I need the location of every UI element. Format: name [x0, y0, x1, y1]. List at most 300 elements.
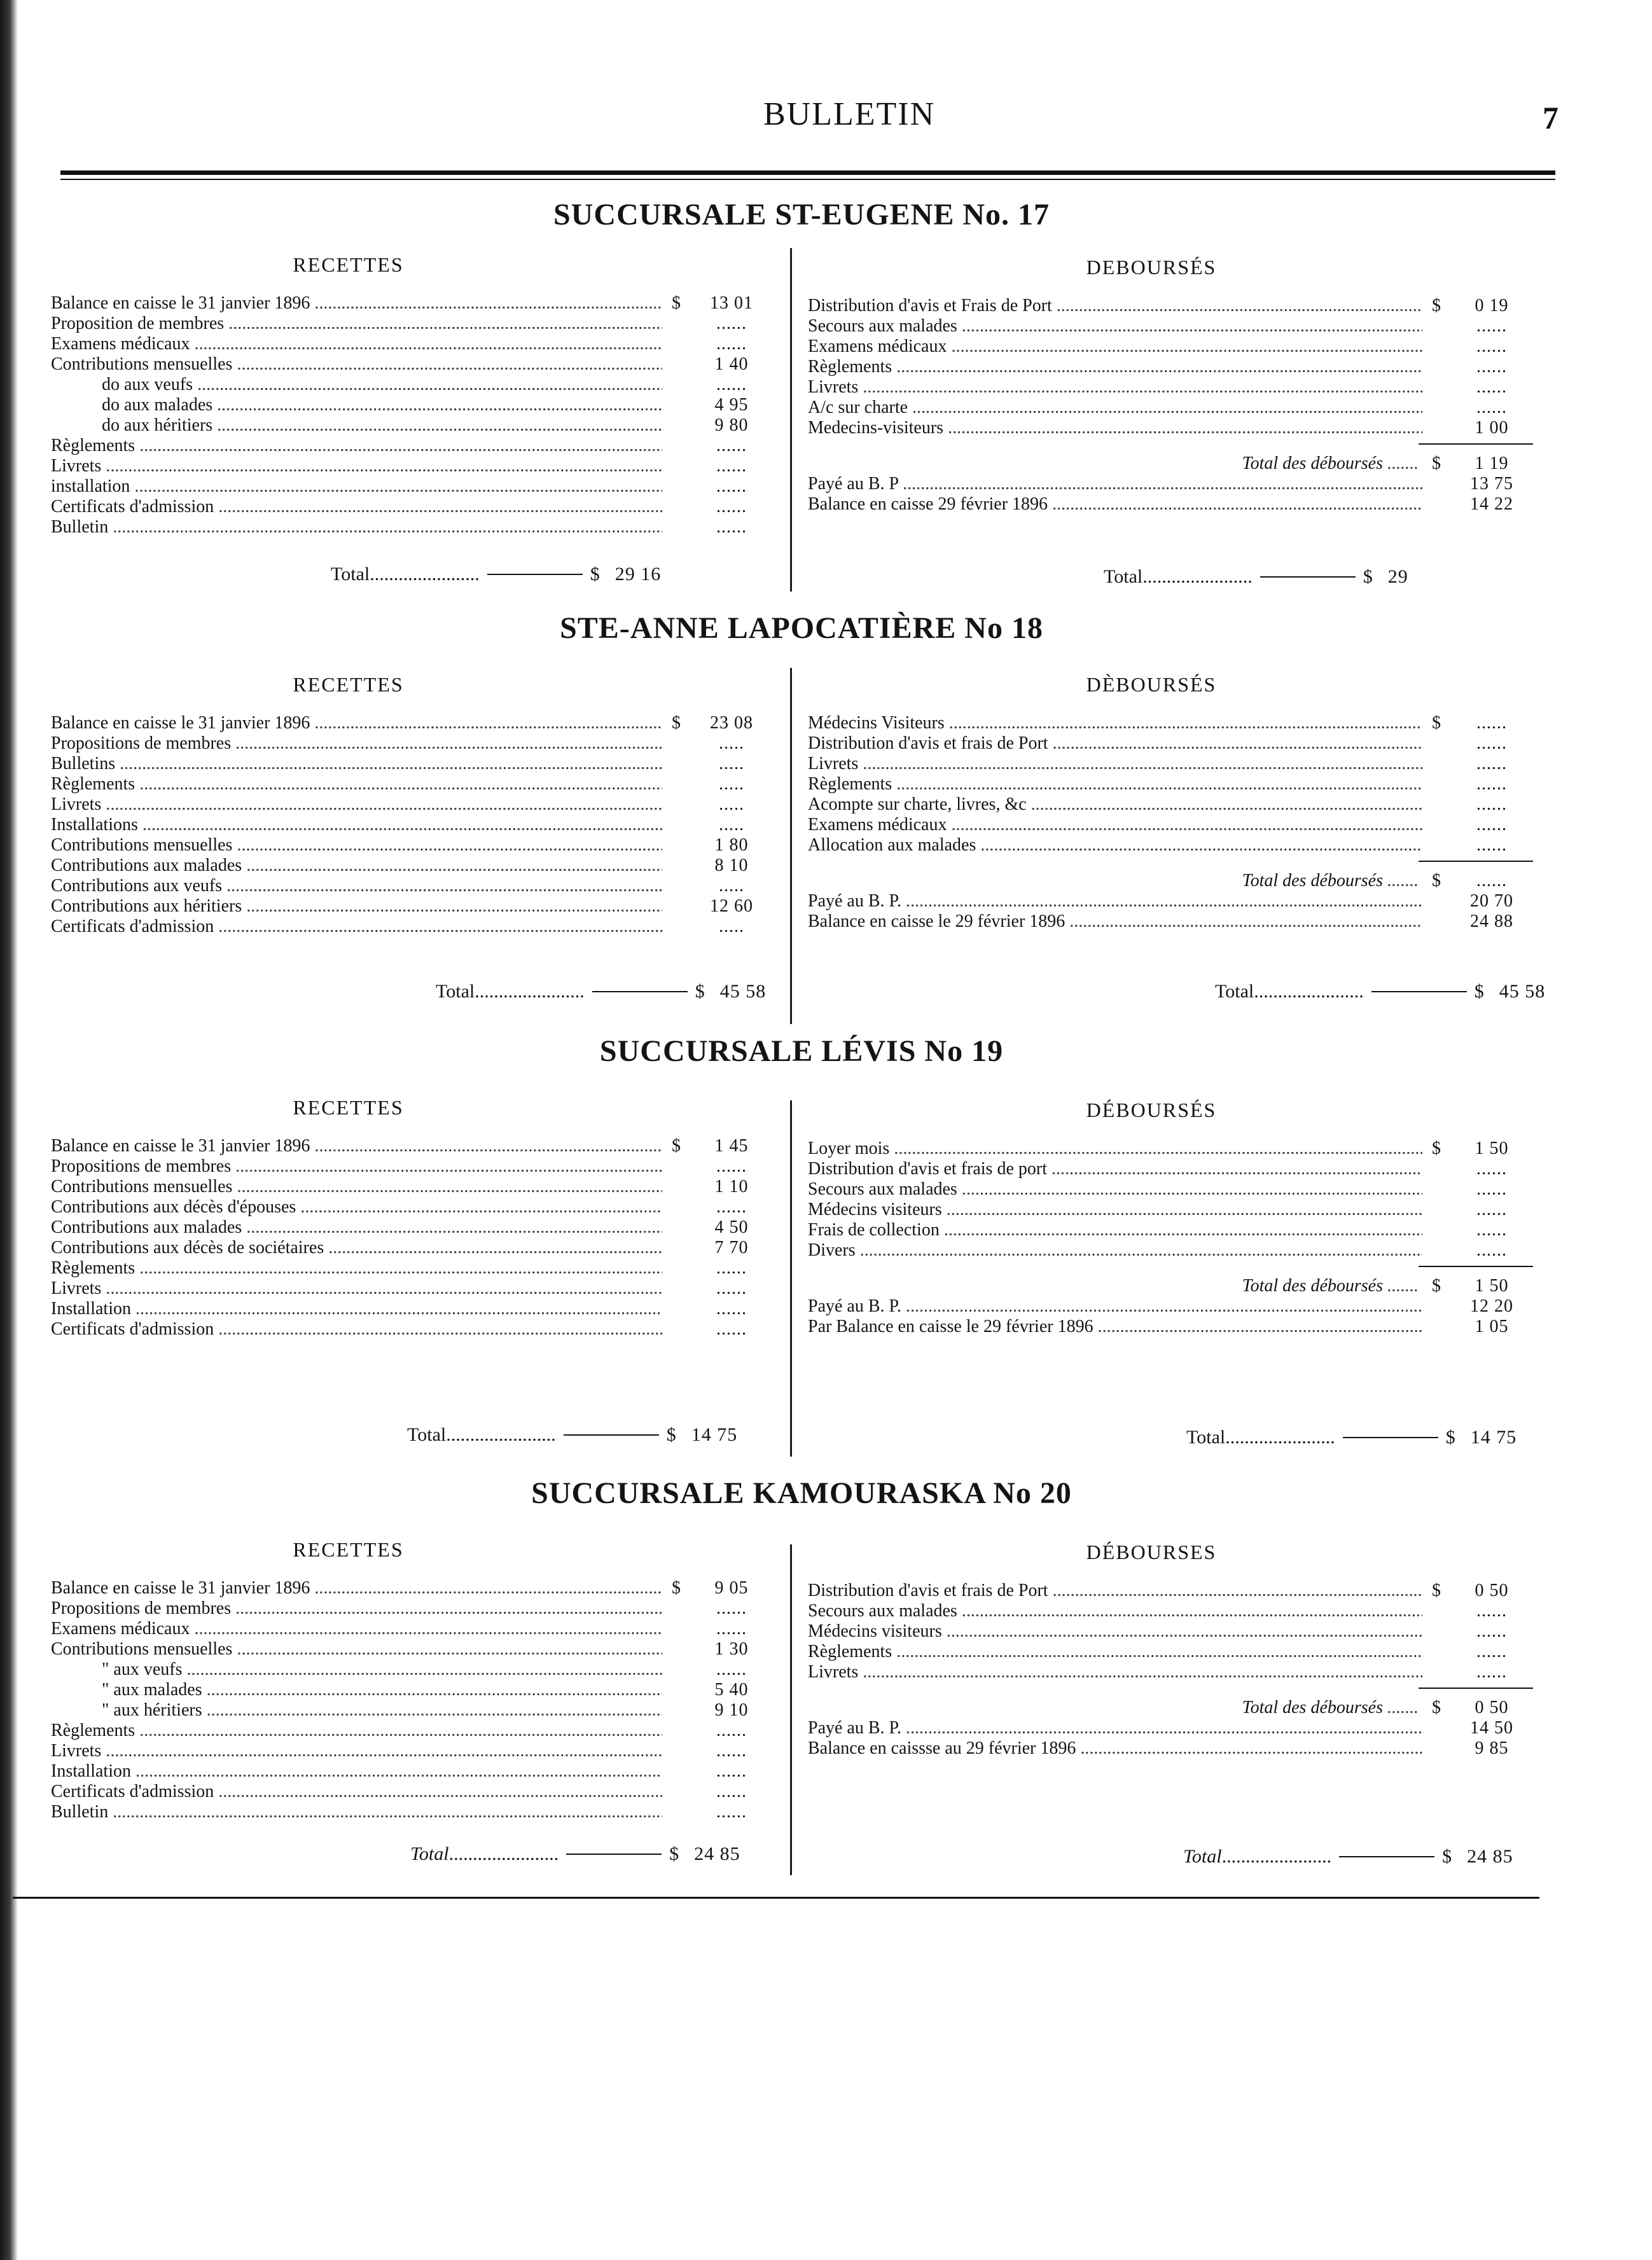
row-amount: ...... — [716, 1802, 747, 1822]
debourses-total — [1104, 566, 1408, 588]
leader-dots — [449, 1843, 559, 1865]
ledger-row — [51, 517, 773, 537]
currency-sign: $ — [1363, 566, 1373, 587]
ledger-row — [808, 357, 1533, 377]
total-amount: 24 85 — [1467, 1846, 1513, 1867]
row-label: Règlements ..... — [51, 436, 662, 456]
row-label: Acompte sur charte, livres, &c ..... — [808, 794, 1422, 815]
row-label: Total des déboursés ....... — [808, 1276, 1422, 1296]
row-amount: ...... — [1476, 1621, 1507, 1641]
currency-sign: $ — [672, 713, 681, 733]
ledger-row — [51, 395, 773, 415]
row-amount: ...... — [716, 1197, 747, 1217]
row-label: do aux malades ..... — [51, 395, 662, 415]
ledger-row — [808, 891, 1533, 912]
leader-dots — [475, 981, 585, 1002]
row-label: Secours aux malades ..... — [808, 1179, 1422, 1200]
recettes-total — [331, 564, 661, 585]
ledger-row — [808, 454, 1533, 474]
row-label: Total des déboursés ....... — [808, 871, 1422, 891]
row-label: Contributions aux décès de sociétaires ..... — [51, 1238, 662, 1258]
total-label: Total — [331, 564, 370, 585]
debourses-after-list — [808, 891, 1533, 932]
total-amount: 14 75 — [1470, 1427, 1517, 1448]
recettes-heading: RECETTES — [293, 673, 404, 696]
row-label: Examens médicaux ..... — [808, 336, 1422, 357]
row-label: Examens médicaux ..... — [51, 334, 662, 354]
page-header — [64, 95, 1565, 153]
currency-sign: $ — [672, 1136, 681, 1156]
ledger-row — [51, 1741, 773, 1761]
row-label: Médecins Visiteurs ..... — [808, 713, 1422, 733]
row-amount: 13 75 — [1470, 474, 1513, 494]
ledger-row — [808, 1621, 1533, 1642]
currency-sign: $ — [1432, 1581, 1441, 1600]
ledger-row — [808, 1179, 1533, 1200]
total-amount: 14 75 — [691, 1424, 738, 1445]
leader-dots — [1225, 1427, 1335, 1448]
ledger-row — [51, 354, 773, 375]
ledger-row — [808, 1276, 1533, 1296]
running-title: BULLETIN — [763, 96, 936, 132]
ledger-row — [51, 314, 773, 334]
row-amount: 9 85 — [1475, 1738, 1509, 1758]
column-separator — [790, 1544, 792, 1875]
leader-dots — [446, 1424, 556, 1446]
row-amount: ...... — [1476, 835, 1507, 855]
ledger-row — [808, 398, 1533, 418]
ledger-row — [51, 1299, 773, 1319]
recettes-column — [51, 1538, 773, 1822]
row-amount: ...... — [1476, 1179, 1507, 1199]
row-amount: ...... — [1476, 1642, 1507, 1661]
row-amount: ...... — [716, 1156, 747, 1176]
row-amount: 9 05 — [714, 1578, 749, 1598]
ledger-row — [51, 815, 773, 835]
subtotal-rule — [1419, 1688, 1533, 1689]
recettes-column — [51, 253, 773, 537]
ledger-row — [51, 1258, 773, 1279]
row-label: installation ..... — [51, 476, 662, 497]
header-rule-thick — [60, 170, 1555, 175]
section-kamouraska — [45, 1476, 1558, 1883]
row-label: Contributions mensuelles ..... — [51, 354, 662, 375]
row-label: Règlements ..... — [808, 1642, 1422, 1662]
bottom-rule — [13, 1897, 1539, 1899]
debourses-heading: DÉBOURSES — [1086, 1541, 1217, 1563]
row-amount: 12 60 — [710, 896, 753, 916]
recettes-total — [410, 1843, 740, 1865]
column-separator — [790, 248, 792, 592]
section-levis — [45, 1034, 1558, 1466]
row-label: Balance en caisse 29 février 1896 ..... — [808, 494, 1422, 515]
row-amount: 8 10 — [714, 856, 749, 875]
row-amount: 0 50 — [1475, 1698, 1509, 1717]
row-amount: ...... — [716, 1258, 747, 1278]
currency-sign: $ — [669, 1843, 679, 1864]
row-amount: 1 00 — [1475, 418, 1509, 438]
ledger-row — [51, 1319, 773, 1340]
row-label: Livrets ..... — [808, 1662, 1422, 1682]
ledger-row — [808, 912, 1533, 932]
row-amount: 14 22 — [1470, 494, 1513, 514]
ledger-row — [808, 815, 1533, 835]
section-ste-anne — [45, 611, 1558, 1030]
row-label: Livrets ..... — [808, 754, 1422, 774]
row-label: Balance en caisse le 29 février 1896 ..... — [808, 912, 1422, 932]
ledger-row — [51, 1197, 773, 1217]
debourses-subtotal — [808, 454, 1533, 474]
ledger-row — [808, 794, 1533, 815]
row-amount: ..... — [719, 815, 744, 835]
row-label: Certificats d'admission ..... — [51, 1782, 662, 1802]
row-label: Balance en caisse le 31 janvier 1896 ..... — [51, 1136, 662, 1156]
row-amount: 23 08 — [710, 713, 753, 733]
row-amount: ...... — [1476, 377, 1507, 397]
ledger-row — [51, 497, 773, 517]
row-label: Règlements ..... — [51, 1258, 662, 1279]
row-amount: ...... — [716, 1741, 747, 1761]
row-amount: ...... — [1476, 774, 1507, 794]
row-label: Par Balance en caisse le 29 février 1896 ..... — [808, 1317, 1422, 1337]
ledger-row — [51, 1700, 773, 1721]
ledger-row — [808, 871, 1533, 891]
ledger-row — [808, 1240, 1533, 1261]
row-label: Distribution d'avis et frais de Port ..... — [808, 733, 1422, 754]
ledger-row — [808, 754, 1533, 774]
row-amount: ...... — [1476, 357, 1507, 377]
ledger-row — [51, 1802, 773, 1822]
recettes-heading: RECETTES — [293, 1096, 404, 1119]
row-amount: 20 70 — [1470, 891, 1513, 911]
total-dash — [1339, 1856, 1434, 1857]
row-amount: ...... — [716, 497, 747, 516]
ledger-row — [808, 474, 1533, 494]
row-label: Certificats d'admission ..... — [51, 1319, 662, 1340]
row-amount: 7 70 — [714, 1238, 749, 1258]
row-label: Bulletin ..... — [51, 517, 662, 537]
ledger-row — [51, 293, 773, 314]
row-label: Contributions mensuelles ..... — [51, 1177, 662, 1197]
row-label: Contributions aux décès d'épouses ..... — [51, 1197, 662, 1217]
row-label: do aux héritiers ..... — [51, 415, 662, 436]
ledger-row — [808, 1159, 1533, 1179]
subtotal-rule — [1419, 1266, 1533, 1267]
recettes-list — [51, 293, 773, 537]
ledger-row — [808, 336, 1533, 357]
row-label: Livrets ..... — [51, 1279, 662, 1299]
ledger-row — [51, 1598, 773, 1619]
row-label: Examens médicaux ..... — [808, 815, 1422, 835]
section-title: SUCCURSALE ST-EUGENE No. 17 — [553, 198, 1050, 232]
row-amount: ...... — [716, 1761, 747, 1781]
row-amount: 1 40 — [714, 354, 749, 374]
recettes-heading: RECETTES — [293, 1538, 404, 1561]
row-label: Payé au B. P ..... — [808, 474, 1422, 494]
column-separator — [790, 668, 792, 1024]
ledger-row — [51, 1721, 773, 1741]
ledger-row — [51, 334, 773, 354]
row-label: Règlements ..... — [808, 774, 1422, 794]
currency-sign: $ — [1432, 871, 1441, 891]
recettes-list — [51, 1136, 773, 1340]
section-title: STE-ANNE LAPOCATIÈRE No 18 — [560, 611, 1043, 645]
debourses-list — [808, 1581, 1533, 1682]
debourses-total — [1183, 1846, 1513, 1868]
leader-dots — [1222, 1846, 1332, 1868]
scan-edge — [0, 0, 18, 2260]
currency-sign: $ — [1442, 1846, 1452, 1867]
ledger-row — [51, 733, 773, 754]
total-dash — [1343, 1437, 1438, 1438]
row-label: Contributions aux veufs ..... — [51, 876, 662, 896]
row-amount: 24 88 — [1470, 912, 1513, 931]
row-label: Balance en caisse le 31 janvier 1896 ..... — [51, 293, 662, 314]
currency-sign: $ — [672, 293, 681, 313]
ledger-row — [808, 316, 1533, 336]
row-label: Certificats d'admission ..... — [51, 917, 662, 937]
ledger-row — [51, 1279, 773, 1299]
page-number: 7 — [1543, 100, 1558, 135]
ledger-row — [808, 1317, 1533, 1337]
row-label: Payé au B. P. ..... — [808, 1296, 1422, 1317]
total-dash — [566, 1854, 662, 1855]
row-label: Secours aux malades ..... — [808, 316, 1422, 336]
row-amount: ...... — [1476, 871, 1507, 891]
row-amount: 5 40 — [714, 1680, 749, 1700]
currency-sign: $ — [672, 1578, 681, 1598]
row-label: Contributions mensuelles ..... — [51, 835, 662, 856]
ledger-row — [51, 876, 773, 896]
row-label: Propositions de membres ..... — [51, 733, 662, 754]
debourses-after-list — [808, 474, 1533, 515]
debourses-after-list — [808, 1718, 1533, 1759]
row-label: Distribution d'avis et frais de port ..... — [808, 1159, 1422, 1179]
debourses-heading: DEBOURSÉS — [1086, 256, 1217, 279]
row-label: Distribution d'avis et Frais de Port ..... — [808, 296, 1422, 316]
ledger-row — [808, 1220, 1533, 1240]
ledger-row — [808, 1581, 1533, 1601]
row-label: " aux malades ..... — [51, 1680, 662, 1700]
currency-sign: $ — [695, 981, 705, 1002]
debourses-subtotal — [808, 871, 1533, 891]
recettes-list — [51, 1578, 773, 1822]
ledger-row — [51, 1761, 773, 1782]
debourses-after-list — [808, 1296, 1533, 1337]
currency-sign: $ — [1445, 1427, 1455, 1448]
row-amount: ...... — [716, 334, 747, 354]
currency-sign: $ — [666, 1424, 676, 1445]
row-amount: 1 50 — [1475, 1276, 1509, 1296]
row-amount: 9 10 — [714, 1700, 749, 1720]
total-amount: 29 16 — [614, 564, 662, 585]
total-label: Total — [436, 981, 475, 1002]
row-amount: ...... — [716, 517, 747, 537]
row-label: Contributions mensuelles ..... — [51, 1639, 662, 1660]
recettes-list — [51, 713, 773, 937]
currency-sign: $ — [1432, 713, 1441, 733]
ledger-row — [51, 835, 773, 856]
ledger-row — [808, 1296, 1533, 1317]
row-label: Medecins-visiteurs ..... — [808, 418, 1422, 438]
row-amount: ...... — [716, 375, 747, 394]
row-amount: ..... — [719, 917, 744, 936]
row-label: Payé au B. P. ..... — [808, 1718, 1422, 1738]
row-label: Distribution d'avis et frais de Port ..... — [808, 1581, 1422, 1601]
row-label: Règlements ..... — [808, 357, 1422, 377]
ledger-row — [51, 917, 773, 937]
row-label: Médecins visiteurs ..... — [808, 1621, 1422, 1642]
currency-sign: $ — [1432, 1276, 1441, 1296]
ledger-row — [51, 375, 773, 395]
row-label: Propositions de membres ..... — [51, 1598, 662, 1619]
row-label: " aux héritiers ..... — [51, 1700, 662, 1721]
total-label: Total — [1215, 981, 1254, 1002]
row-label: Contributions aux malades ..... — [51, 1217, 662, 1238]
row-amount: ...... — [716, 1279, 747, 1298]
currency-sign: $ — [590, 564, 600, 585]
row-amount: ...... — [1476, 754, 1507, 773]
row-amount: ...... — [1476, 1200, 1507, 1219]
row-label: Divers ..... — [808, 1240, 1422, 1261]
total-amount: 29 — [1387, 566, 1408, 587]
leader-dots — [1254, 981, 1364, 1002]
row-amount: 9 80 — [714, 415, 749, 435]
row-amount: 1 45 — [714, 1136, 749, 1156]
row-label: Installation ..... — [51, 1299, 662, 1319]
total-label: Total — [1186, 1427, 1226, 1448]
row-label: Loyer mois ..... — [808, 1139, 1422, 1159]
ledger-row — [51, 896, 773, 917]
row-amount: ...... — [1476, 316, 1507, 336]
row-amount: ...... — [716, 1782, 747, 1801]
row-amount: 4 95 — [714, 395, 749, 415]
ledger-row — [51, 1639, 773, 1660]
row-label: Total des déboursés ....... — [808, 454, 1422, 474]
debourses-column — [808, 256, 1533, 515]
leader-dots — [370, 564, 480, 585]
row-amount: ..... — [719, 733, 744, 753]
ledger-row — [808, 418, 1533, 438]
row-amount: ...... — [716, 1319, 747, 1339]
ledger-row — [51, 1177, 773, 1197]
total-label: Total — [407, 1424, 447, 1445]
section-title: SUCCURSALE KAMOURASKA No 20 — [531, 1476, 1072, 1510]
ledger-row — [51, 1156, 773, 1177]
ledger-row — [51, 1217, 773, 1238]
row-label: Balance en caisse le 31 janvier 1896 ..... — [51, 1578, 662, 1598]
total-amount: 45 58 — [719, 981, 767, 1002]
debourses-total — [1186, 1427, 1517, 1448]
row-amount: ...... — [1476, 794, 1507, 814]
row-label: Livrets ..... — [51, 794, 662, 815]
row-amount: ...... — [1476, 398, 1507, 417]
row-amount: ...... — [716, 314, 747, 333]
section-st-eugene — [45, 197, 1558, 598]
row-amount: ...... — [716, 1299, 747, 1319]
ledger-row — [808, 835, 1533, 856]
row-label: Médecins visiteurs ..... — [808, 1200, 1422, 1220]
ledger-row — [51, 1660, 773, 1680]
currency-sign: $ — [1432, 296, 1441, 315]
row-label: Contributions aux malades ..... — [51, 856, 662, 876]
row-amount: ...... — [716, 1619, 747, 1639]
row-label: Bulletins ..... — [51, 754, 662, 774]
row-label: Installation ..... — [51, 1761, 662, 1782]
ledger-row — [808, 733, 1533, 754]
row-label: Règlements ..... — [51, 774, 662, 794]
currency-sign: $ — [1432, 454, 1441, 473]
total-dash — [1371, 991, 1467, 992]
row-label: Propositions de membres ..... — [51, 1156, 662, 1177]
row-amount: ...... — [716, 1721, 747, 1740]
ledger-row — [808, 377, 1533, 398]
row-amount: 12 20 — [1470, 1296, 1513, 1316]
ledger-row — [51, 1680, 773, 1700]
ledger-row — [808, 774, 1533, 794]
ledger-row — [51, 754, 773, 774]
row-label: Certificats d'admission ..... — [51, 497, 662, 517]
row-label: Installations ..... — [51, 815, 662, 835]
ledger-row — [51, 856, 773, 876]
row-amount: ...... — [1476, 1662, 1507, 1682]
row-amount: 1 10 — [714, 1177, 749, 1196]
subtotal-rule — [1419, 443, 1533, 445]
ledger-row — [808, 1139, 1533, 1159]
recettes-total — [407, 1424, 737, 1446]
row-label: " aux veufs ..... — [51, 1660, 662, 1680]
ledger-row — [51, 415, 773, 436]
row-amount: 0 50 — [1475, 1581, 1509, 1600]
ledger-row — [51, 794, 773, 815]
row-amount: ..... — [719, 774, 744, 794]
debourses-heading: DÈBOURSÉS — [1086, 673, 1217, 696]
ledger-row — [808, 1200, 1533, 1220]
ledger-row — [51, 1136, 773, 1156]
ledger-row — [808, 494, 1533, 515]
row-amount: ...... — [716, 1598, 747, 1618]
row-label: Balance en caissse au 29 février 1896 ..... — [808, 1738, 1422, 1759]
recettes-heading: RECETTES — [293, 253, 404, 276]
total-amount: 45 58 — [1499, 981, 1546, 1002]
row-label: Livrets ..... — [808, 377, 1422, 398]
ledger-row — [51, 1578, 773, 1598]
row-amount: 1 19 — [1475, 454, 1509, 473]
row-amount: 1 80 — [714, 835, 749, 855]
currency-sign: $ — [1474, 981, 1484, 1002]
row-amount: 1 05 — [1475, 1317, 1509, 1336]
row-label: Proposition de membres ..... — [51, 314, 662, 334]
row-amount: ..... — [719, 876, 744, 896]
ledger-row — [51, 774, 773, 794]
section-title: SUCCURSALE LÉVIS No 19 — [599, 1034, 1004, 1068]
debourses-list — [808, 1139, 1533, 1261]
row-amount: 14 50 — [1470, 1718, 1513, 1738]
ledger-row — [51, 1619, 773, 1639]
ledger-row — [51, 1782, 773, 1802]
debourses-column — [808, 673, 1533, 932]
debourses-list — [808, 296, 1533, 438]
ledger-row — [808, 1601, 1533, 1621]
debourses-list — [808, 713, 1533, 856]
row-label: Secours aux malades ..... — [808, 1601, 1422, 1621]
row-label: Examens médicaux ..... — [51, 1619, 662, 1639]
ledger-row — [808, 1718, 1533, 1738]
row-amount: ...... — [716, 476, 747, 496]
ledger-row — [51, 476, 773, 497]
currency-sign: $ — [1432, 1698, 1441, 1717]
ledger-row — [51, 456, 773, 476]
